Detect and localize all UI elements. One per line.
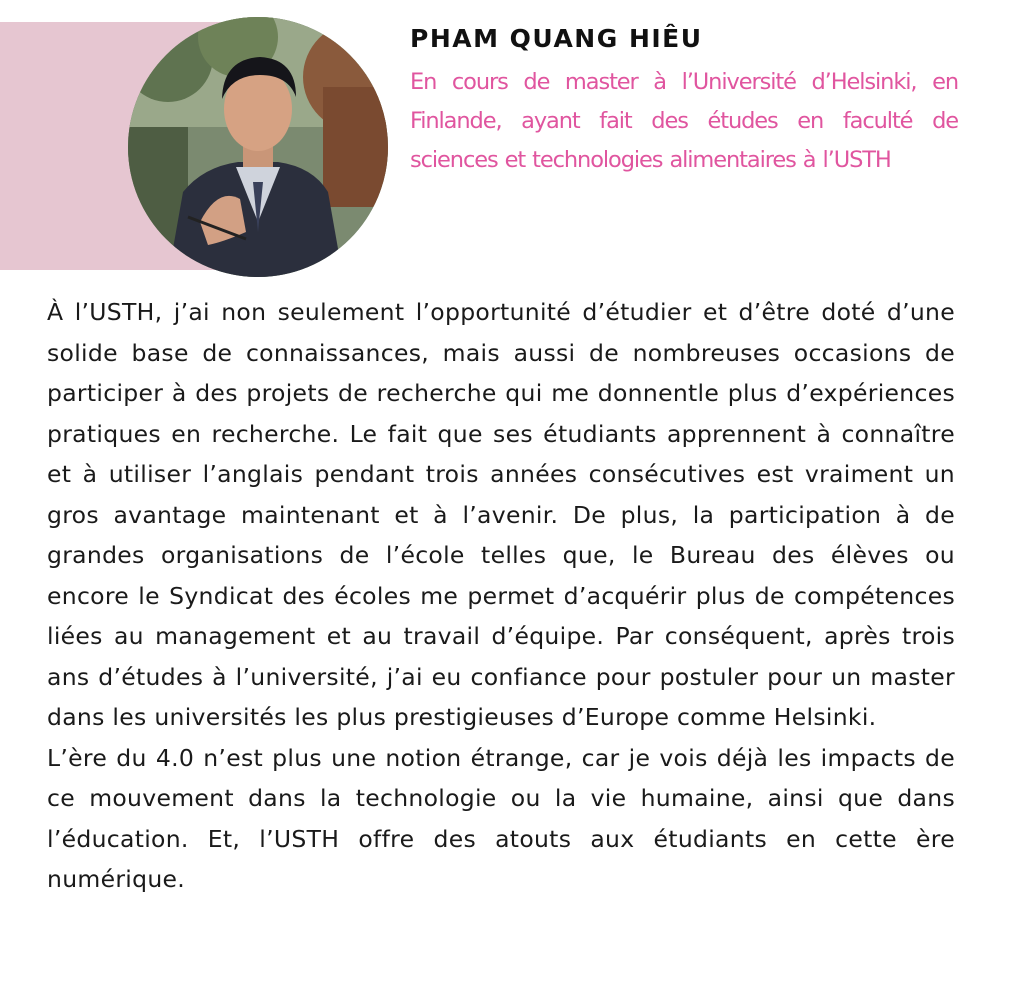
testimonial-paragraph-1: À l’USTH, j’ai non seulement l’opportunité d’étudier et d’être doté d’une solide base de connaissances, mais aussi de nombreuses occasions de participer à des projets de recherche qui me donnentle plus d’expériences pratiques en recherche. Le fait que ses étudiants apprennent à connaître et à utiliser l’anglais pendant trois années consécutives est vraiment un gros avantage maintenant et à l’avenir. De plus, la participation à de grandes organisations de l’école telles que, le Bureau des élèves ou encore le Syndicat des écoles me permet d’acquérir plus de compétences liées au management et au travail d’équipe. Par conséquent, après trois ans d’études à l’université, j’ai eu confiance pour postuler pour un master dans les universités les plus prestigieuses d’Europe comme Helsinki. [47,298,955,731]
testimonial-paragraph-2: L’ère du 4.0 n’est plus une notion étrange, car je vois déjà les impacts de ce mouvement dans la technologie ou la vie humaine, ainsi que dans l’éducation. Et, l’USTH offre des atouts aux étudiants en cette ère numérique. [47,743,955,893]
portrait-photo [128,17,388,277]
testimonial-body [47,292,955,900]
person-subtitle: En cours de master à l’Université d’Helsinki, en Finlande, ayant fait des études en faculté de sciences et technologies alimentaires à l’USTH [410,69,958,173]
portrait-illustration [128,17,388,277]
person-name: PHAM QUANG HIÊU [410,24,703,53]
